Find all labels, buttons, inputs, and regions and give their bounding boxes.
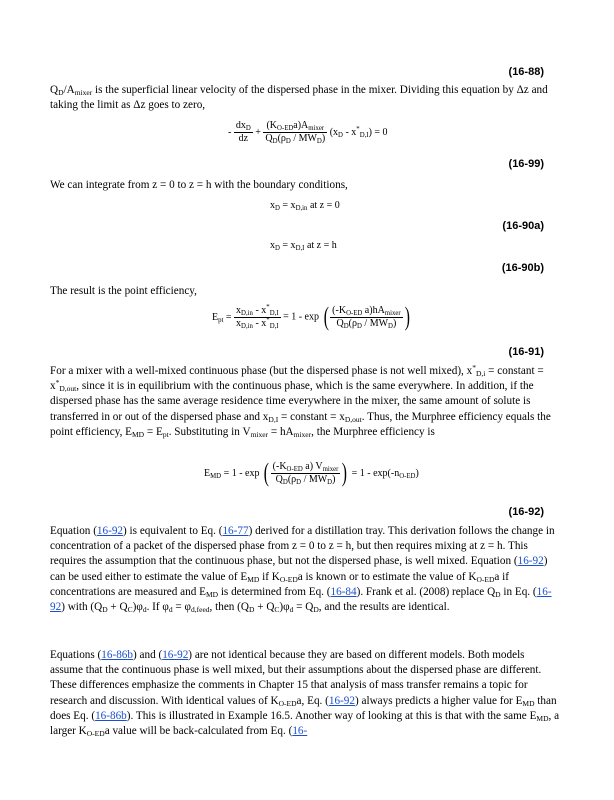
paragraph-4: For a mixer with a well-mixed continuous phase (but the dispersed phase is not well mixed), $x^*_{D,i}$ = constant = $x^*_{D,out}$, since it is in equilibrium with the continuous phase, which is the same everywhere. In addition, if the dispersed phase has the same average residence time everywhere in the mixer, the same amount of solute is transferred in or out of the dispersed phase and $x_{D,I}$ = constant = $x_{D,out}$. Thus, the Murphree efficiency equals the point efficiency, $E_{MD} = E_{pt}$. Substituting in $V_{mixer} = hA_{mixer}$, the Murphree efficiency is — [50, 363, 551, 439]
equation-number-16-88: (16-88) — [508, 66, 544, 78]
equation-number-16-92: (16-92) — [508, 506, 544, 518]
equation-number-16-90b: (16-90b) — [501, 262, 544, 274]
equation-16-91: $E_{pt}$ = $\frac{x_{D,in} - x^*_{D,I}}{x_{D,in} - x^*_{D,I}}$ = 1 - exp ( $\frac{(-K_{O-ED} a)hA_{mixer}}{Q_D(\rho_D / MW_D)}$ ) — [212, 302, 410, 331]
equation-16-92: $E_{MD} = 1 - \exp$ ( $\frac{(-K_{O-ED} a) V_{mixer}}{Q_D(\rho_D / MW_D)}$ ) = $1 - \exp(-n_{O-ED})$ — [204, 458, 419, 487]
link-eq-16-92[interactable]: 16-92 — [162, 649, 189, 661]
equation-number-16-91: (16-91) — [508, 346, 544, 358]
paragraph-5: Equation (16-92) is equivalent to Eq. (16-77) derived for a distillation tray. This derivation follows the change in concentration of a packet of the dispersed phase from z = 0 to z = h, but then requires mixing at z = h. This requires the assumption that the continuous phase, but not the dispersed phase, is well mixed. Equation (16-92) can be used either to estimate the value of $E_{MD}$ if $K_{O-ED}a$ is known or to estimate the value of $K_{O-ED}a$ if concentrations are measured and $E_{MD}$ is determined from Eq. (16-84). Frank et al. (2008) replace $Q_D$ in Eq. (16-92) with $(Q_D + Q_C)\varphi_d$. If $\varphi_d = \varphi_{d,feed}$, then $(Q_D + Q_C)\varphi_d = Q_D$, and the results are identical. — [50, 525, 555, 615]
equation-16-99: - $\frac{dx_D}{dz}$ + $\frac{(K_{O-ED}a)A_{mixer}}{Q_D(\rho_D / MW_D)}$ $(x_D - x^*_{D,I}) = 0$ — [228, 120, 388, 145]
link-eq-16-92[interactable]: 16-92 — [328, 694, 355, 707]
link-eq-16-92[interactable]: 16-92 — [50, 585, 552, 614]
link-eq-16-86b[interactable]: 16-86b — [95, 709, 127, 722]
paragraph-1: $Q_D/A_{mixer}$ is the superficial linear velocity of the dispersed phase in the mixer. Dividing this equation by Δz and taking the limit as Δz goes to zero, — [50, 84, 548, 112]
link-eq-16-86b[interactable]: 16-86b — [101, 649, 133, 661]
link-eq-16-92[interactable]: 16-92 — [96, 525, 124, 537]
link-eq-16-77[interactable]: 16-77 — [222, 525, 249, 537]
link-eq-16-continued[interactable]: 16- — [292, 725, 308, 738]
paragraph-3: The result is the point efficiency, — [50, 285, 197, 297]
equation-number-16-99: (16-99) — [508, 158, 544, 170]
equation-16-90b: $x_D = x_{D,I}$ at z = h — [270, 240, 337, 252]
paragraph-2: We can integrate from z = 0 to z = h with the boundary conditions, — [50, 179, 348, 191]
link-eq-16-92[interactable]: 16-92 — [517, 555, 544, 568]
link-eq-16-84[interactable]: 16-84 — [330, 585, 357, 598]
equation-16-90a: $x_D = x_{D,in}$ at z = 0 — [270, 200, 340, 212]
equation-number-16-90a: (16-90a) — [502, 220, 544, 232]
paragraph-6: Equations (16-86b) and (16-92) are not identical because they are based on different models. Both models assume that the continuous phase is well mixed, but their assumptions about the dispersed phase are different. These differences emphasize the comments in Chapter 15 that analysis of mass transfer remains a topic for research and discussion. With identical values of $K_{O-ED}a$, Eq. (16-92) always predicts a higher value for $E_{MD}$ than does Eq. (16-86b). This is illustrated in Example 16.5. Another way of looking at this is that with the same $E_{MD}$, a larger $K_{O-ED}a$ value will be back-calculated from Eq. (16- — [50, 649, 560, 739]
